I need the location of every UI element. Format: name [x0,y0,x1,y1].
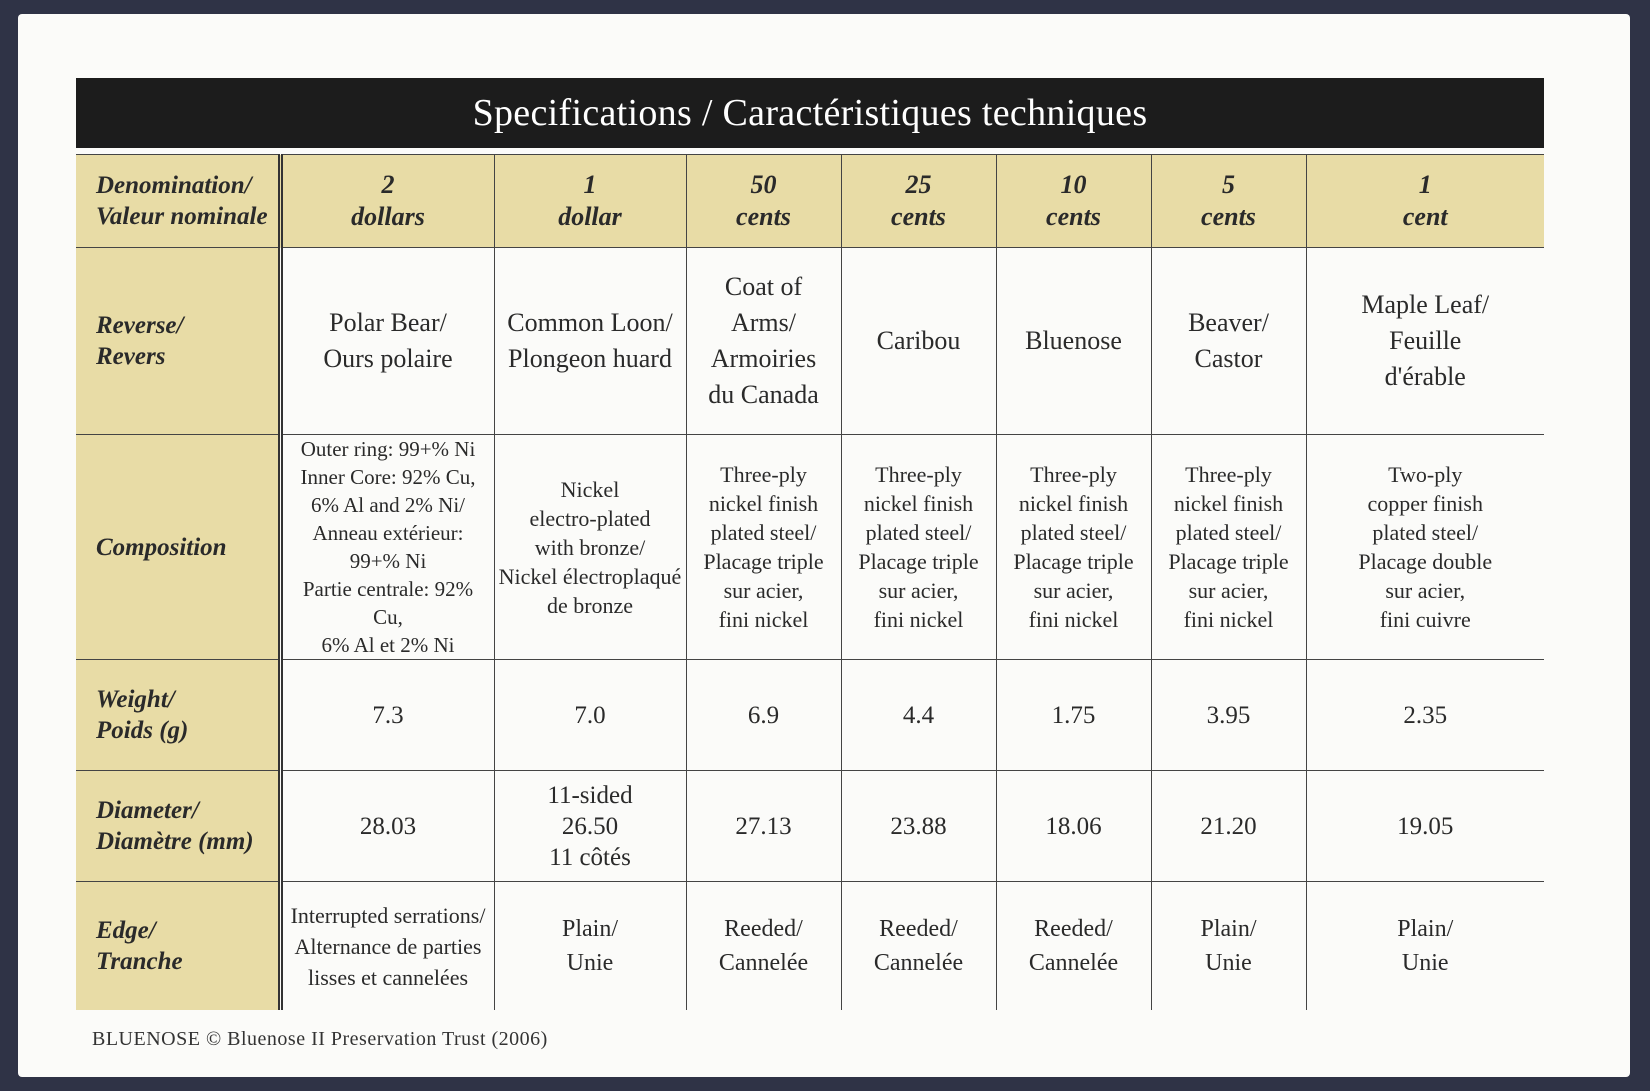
table-cell: Reeded/ Cannelée [686,882,841,1011]
table-cell: 19.05 [1306,771,1544,882]
table-cell: 7.0 [494,660,686,771]
table-cell: Nickel electro-plated with bronze/ Nickel électroplaqué de bronze [494,435,686,660]
table-cell: 21.20 [1151,771,1306,882]
row-label-denomination: Denomination/ Valeur nominale [76,155,280,248]
row-label-weight: Weight/ Poids (g) [76,660,280,771]
table-cell: Plain/ Unie [1306,882,1544,1011]
table-cell: Plain/ Unie [1151,882,1306,1011]
table-cell: 1.75 [996,660,1151,771]
table-cell: 7.3 [280,660,494,771]
table-row-weight [76,660,1544,771]
table-cell: 4.4 [841,660,996,771]
row-label-reverse: Reverse/ Revers [76,248,280,435]
denomination-cell: 50 cents [686,155,841,248]
table-cell: 28.03 [280,771,494,882]
table-cell: 2.35 [1306,660,1544,771]
table-cell: Beaver/ Castor [1151,248,1306,435]
table-cell: Common Loon/ Plongeon huard [494,248,686,435]
table-row-edge [76,882,1544,1011]
table-cell: Caribou [841,248,996,435]
row-label-composition: Composition [76,435,280,660]
denomination-cell: 25 cents [841,155,996,248]
table-cell: Reeded/ Cannelée [841,882,996,1011]
table-cell: 23.88 [841,771,996,882]
denomination-cell: 10 cents [996,155,1151,248]
title-bar [76,78,1544,148]
table-row-diameter [76,771,1544,882]
table-cell: Three-ply nickel finish plated steel/ Placage triple sur acier, fini nickel [841,435,996,660]
specifications-table [76,154,1544,1010]
table-row-reverse [76,248,1544,435]
table-cell: Interrupted serrations/ Alternance de parties lisses et cannelées [280,882,494,1011]
denomination-cell: 5 cents [1151,155,1306,248]
table-cell: Three-ply nickel finish plated steel/ Placage triple sur acier, fini nickel [686,435,841,660]
table-cell: Maple Leaf/ Feuille d'érable [1306,248,1544,435]
table-cell: Three-ply nickel finish plated steel/ Placage triple sur acier, fini nickel [1151,435,1306,660]
row-label-edge: Edge/ Tranche [76,882,280,1011]
table-cell: Coat of Arms/ Armoiries du Canada [686,248,841,435]
table-cell: 27.13 [686,771,841,882]
header-row [76,155,1544,248]
table-cell: Reeded/ Cannelée [996,882,1151,1011]
denomination-cell: 1 cent [1306,155,1544,248]
table-cell: Plain/ Unie [494,882,686,1011]
table-cell: Three-ply nickel finish plated steel/ Placage triple sur acier, fini nickel [996,435,1151,660]
table-row-composition [76,435,1544,660]
table-cell: 3.95 [1151,660,1306,771]
table-cell: 18.06 [996,771,1151,882]
table-cell: Outer ring: 99+% Ni Inner Core: 92% Cu, 6% Al and 2% Ni/ Anneau extérieur: 99+% Ni Partie centrale: 92% Cu, 6% Al et 2% Ni [280,435,494,660]
table-cell: Polar Bear/ Ours polaire [280,248,494,435]
row-label-diameter: Diameter/ Diamètre (mm) [76,771,280,882]
table-title: Specifications / Caractéristiques techniques [472,92,1148,134]
denomination-cell: 1 dollar [494,155,686,248]
table-cell: 11-sided 26.50 11 côtés [494,771,686,882]
table-cell: 6.9 [686,660,841,771]
table-cell: Bluenose [996,248,1151,435]
copyright-footer: BLUENOSE © Bluenose II Preservation Trust (2006) [92,1028,548,1050]
denomination-cell: 2 dollars [280,155,494,248]
table-cell: Two-ply copper finish plated steel/ Placage double sur acier, fini cuivre [1306,435,1544,660]
